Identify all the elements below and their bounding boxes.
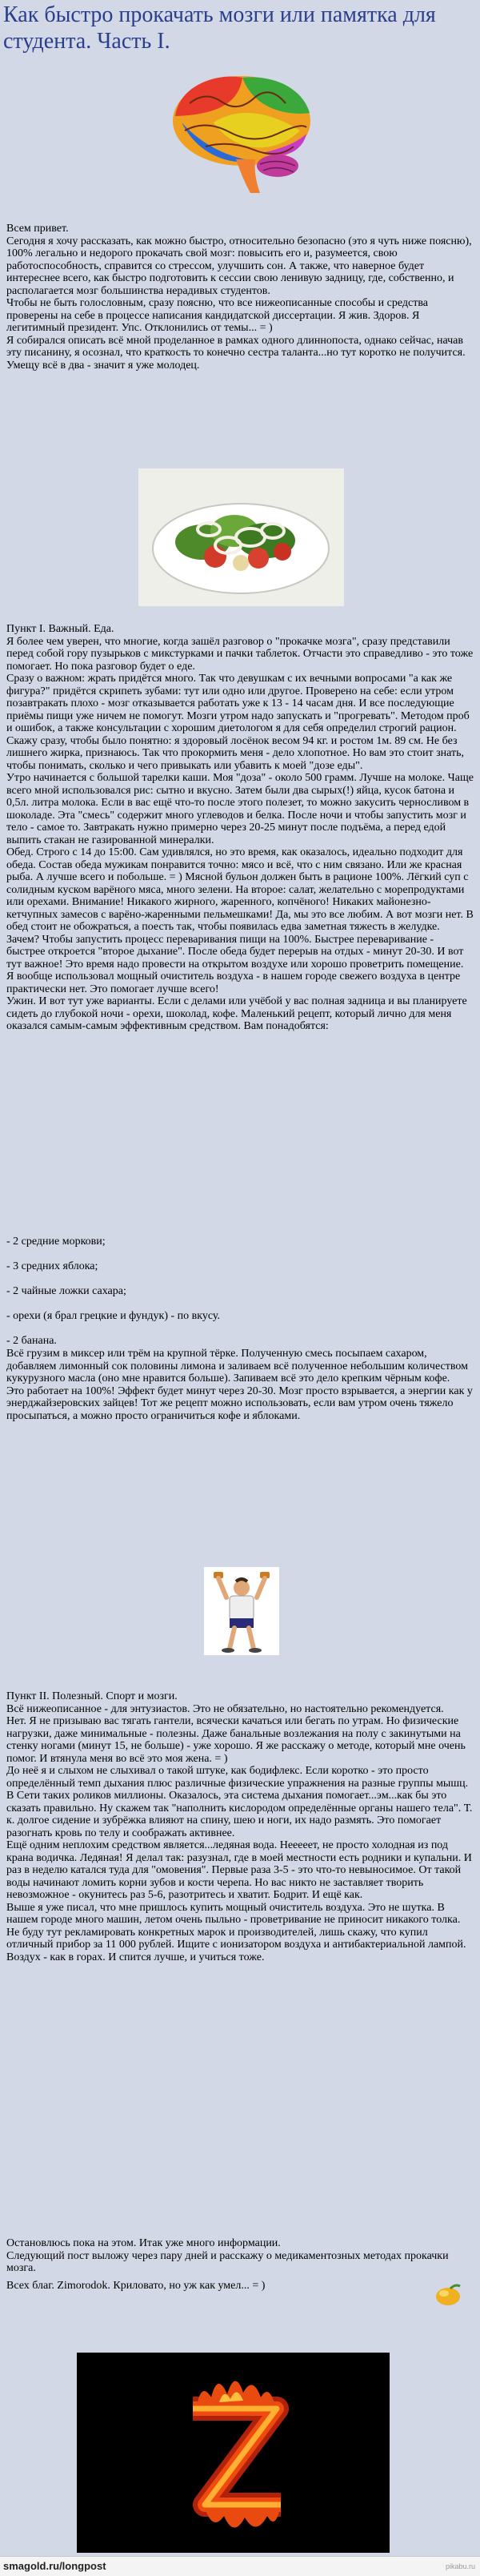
site-link[interactable]: smagold.ru/longpost bbox=[3, 2560, 106, 2572]
ingredient-item: - 3 средних яблока; bbox=[6, 1260, 98, 1272]
ingredient-item: - орехи (я брал грецкие и фундук) - по вкусу. bbox=[6, 1310, 220, 1322]
intro-paragraph: Всем привет. Сегодня я хочу рассказать, как можно быстро, относительно безопасно (это я чуть ниже поясню), 100% легально и недорого прокачать свой мозг: повысить его и, разумеется, свою работоспособность, справится со стрессом, улучшить сон. А также, что наверное будет интереснее всего, как быстро подготовить к сессии свою ленивую задницу, где, собственно, и располагается мозг большинства нерадивых студентов. Чтобы не быть голословным, сразу поясню, что все нижеописанные способы и средства проверены на себе в процессе написания кандидатской диссертации. Я жив. Здоров. Я легитимный президент. Упс. Отклонились от темы... = ) Я собирался описать всё мной проделанное в рамках одного длиннопоста, однако сейчас, начав эту писанину, я осознал, что краткость то конечно сестра таланта...но тут короткo не получится. Умещу всё в два - значит я уже молодец. bbox=[6, 223, 472, 372]
salad-photo bbox=[138, 468, 344, 606]
part2-paragraph: Пункт II. Полезный. Спорт и мозги. Всё нижеописанное - для энтузиастов. Это не обязательно, но настоятельно рекомендуется. Нет. Я не призываю вас тягать гантели, всячески качаться или бегать по утрам. Но физические нагрузки, даже минимальные - полезны. Даже банальные возлежания на полу с закинутыми на стенку ногами (минут 15, не больше) - уже хорошо. Я же расскажу о методе, который мне очень помог. И втянула меня во всё это моя жена. = ) До неё я и слыхом не слыхивал о такой штуке, как бодифлекс. Если коротко - это просто определённый темп дыхания плюс различные физические упражнения на разные группы мышц. В Сети таких роликов миллионы. Оказалось, эта система дыхания помогает...эм...как бы это сказать правильно. Ну скажем так "наполнить кислородом определённые органы нашего тела". Т. к. долгое сидение и зубрёжка влияют на спину, шею и ноги, их надо размять. Это помогает разогнать кровь по телу и соображать активнее. Ещё одним неплохим средством является...ледяная вода. Нееееет, не просто холодная из под крана водичка. Ледяная! Я делал так: разузнал, где в моей местности есть родники и купальни. И раз в неделю катался туда для "омовения". Первые раза 3-5 - это что-то невыносимое. От такой воды начинают ломить корни зубов и кости черепа. Но вас никто не заставляет творить невозможное - окунитесь раз 5-6, разотритесь и хватит. Бодрит. И ещё как. Выше я уже писал, что мне пришлось купить мощный очиститель воздуха. Это не шутка. В нашем городе много машин, летом очень пыльно - проветривание не приносит никакого толка. Не буду тут рекламировать конкретных марок и производителей, лишь скажу, что купил отличный прибор за 11 000 рублей. Ищите с ионизатором воздуха и антибактериальной лампой. Воздух - как в горах. И спится лучше, и учиться тоже. bbox=[6, 1690, 473, 1963]
site-footer bbox=[0, 2556, 480, 2576]
closing-paragraph: Остановлюсь пока на этом. Итак уже много информации. Следующий пост выложу через пару дней и расскажу о медикаментозных методах прокачки мозга. bbox=[6, 2237, 449, 2274]
brain-illustration bbox=[166, 66, 318, 199]
ingredient-item: - 2 чайные ложки сахара; bbox=[6, 1285, 126, 1297]
signoff-line: Всех благ. Zimorodok. Криловато, но уж как умел... = ) bbox=[6, 2280, 266, 2292]
fitness-man-illustration bbox=[204, 1567, 279, 1655]
flaming-z-logo bbox=[77, 2353, 390, 2553]
fruit-emoticon-icon bbox=[433, 2283, 463, 2307]
watermark-text: pikabu.ru bbox=[445, 2562, 475, 2570]
recipe-paragraph: Всё грузим в миксер или трём на крупной тёрке. Полученную смесь посыпаем сахаром, добавляем лимонный сок половины лимона и заливаем всё полученное небольшим количеством кукурузного масла (оно мне нравится больше). Запиваем всё это дело крепким чёрным кофе. Это работает на 100%! Эффект будет минут через 20-30. Мозг просто взрывается, а энергии как у энерджайзеровских зайцев! Тот же рецепт можно использовать, если вам утром очень тяжело просыпаться, а можно просто ограничиться кофе и яблоками. bbox=[6, 1348, 473, 1422]
ingredient-item: - 2 банана. bbox=[6, 1335, 57, 1347]
part1-paragraph: Пункт I. Важный. Еда. Я более чем уверен, что многие, когда зашёл разговор о "прокачке мозга", сразу представили перед собой гору пузырьков с микстурками и пачки таблеток. Отчасти это справедливо - это тоже помогает. Но пока разговор будет о еде. Сразу о важном: жрать придётся много. Так что девушкам с их вечными вопросами "а как же фигура?" придётся скрипеть зубами: тут или одно или другое. Проверено на себе: если утром позавтракать плохо - мозг отказывается работать уже к 13 - 14 часам дня. И все последующие приёмы пищи уже ничем не помогут. Мозги утром надо запускать и "прогревать". Методом проб и ошибок, а также консультации с хорошим диетологом я для себя определил строгий рацион. Скажу сразу, чтобы было понятно: я здоровый лосёнок весом 94 кг. и ростом 1м. 89 см. Не без лишнего жирка, признаюсь. Так что прокормить меня - дело хлопотное. Но вам это стоит знать, чтобы понимать, сколько и чего привыкать или убавить к моей "дозе еды". Утро начинается с большой тарелки каши. Моя "доза" - около 500 грамм. Лучше на молоке. Чаще всего мной использовался рис: сытно и вкусно. Затем были два сырых(!) яйца, кусок батона и 0,5л. литра молока. Если в вас ещё что-то после этого полезет, то можно закусить черносливом в шоколаде. Эта "смесь" содержит много углеводов и белка. После ночи и чтобы запустить мозг и тело - самое то. Завтракать нужно примерно через 20-25 минут после подъёма, а перед едой выпить стакан не газированной минералки. Обед. Строго с 14 до 15:00. Сам удивлялся, но это время, как оказалось, идеально подходит для обеда. Состав обеда мужикам понравится точно: мясо и всё, что с ним связано. Или же красная рыба. А лучше всего и побольше. = ) Мясной бульон должен быть в рационе 100%. Лёгкий суп с солидным куском варёного мяса, много зелени. На второе: салат, желательно с морепродуктами или орехами. Внимание! Никакого жирного, жаренного, копчёного! Никаких майонезно-кетчупных замесов с варёно-жаренными пельмешками! Да, мы это все любим. А вот мозги нет. В обед стоит не обожраться, а поесть так, чтобы появилась едва заметная тяжесть в желудке. Зачем? Чтобы запустить процесс переваривания пищи на 100%. Быстрее переваривание - быстрее откроется "второе дыхание". После обеда будет перерыв на отдых - минут 20-30. И вот тут важное! Это время надо провести на открытом воздухе или хорошо проветрить помещение. Я вообще использовал мощный очиститель воздуха - в нашем городе свежего воздуха в центре практически нет. Это помогает лучше всего! Ужин. И вот тут уже варианты. Если с делами или учёбой у вас полная задница и вы планируете сидеть до глубокой ночи - орехи, шоколад, кофе. Маленький рецепт, который лично для меня оказался самым-самым эффективным средством. Вам понадобятся: bbox=[6, 623, 474, 1032]
page-title: Как быстро прокачать мозги или памятка для студента. Часть I. bbox=[3, 2, 436, 54]
ingredient-item: - 2 средние моркови; bbox=[6, 1236, 106, 1248]
